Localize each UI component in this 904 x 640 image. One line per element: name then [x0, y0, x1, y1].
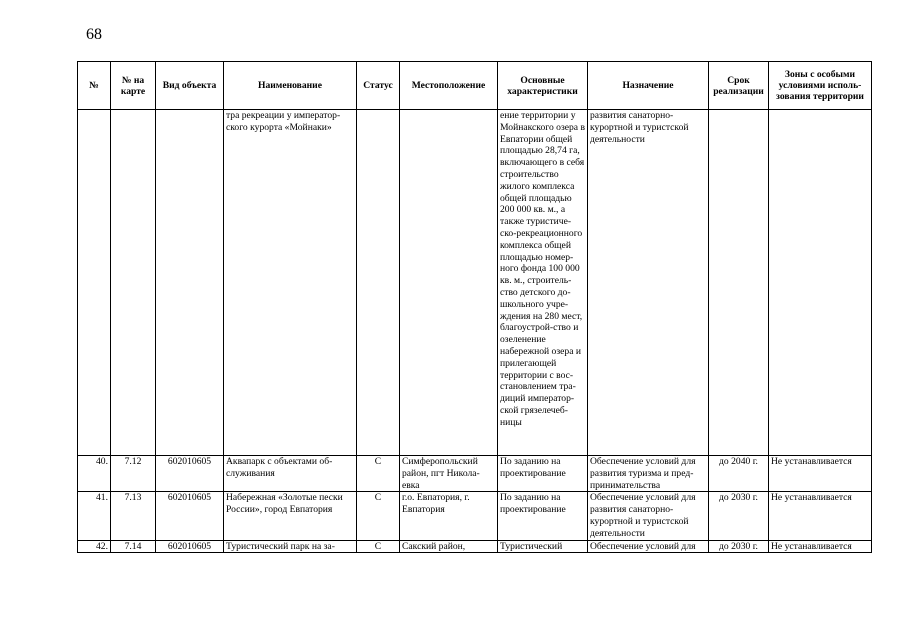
header-number: №: [78, 62, 111, 110]
cell-number: 41.: [78, 492, 111, 540]
cell-term: до 2030 г.: [709, 540, 769, 553]
cell-object-type: 602010605: [156, 492, 224, 540]
cell-characteristics: По заданию на проектирование: [498, 492, 588, 540]
cell-object-type: 602010605: [156, 540, 224, 553]
cell-status: С: [357, 540, 400, 553]
header-term: Срок реализации: [709, 62, 769, 110]
objects-table: [77, 61, 872, 553]
cell-map-number: 7.14: [111, 540, 156, 553]
cell-purpose: развития санаторно-курортной и туристской деятельности: [588, 110, 709, 456]
cell-status: [357, 110, 400, 456]
page-number: 68: [86, 26, 102, 43]
cell-location: Сакский район,: [400, 540, 498, 553]
header-map-number: № на карте: [111, 62, 156, 110]
header-purpose: Назначение: [588, 62, 709, 110]
cell-object-type: 602010605: [156, 456, 224, 492]
table-row: [78, 110, 872, 456]
cell-status: С: [357, 456, 400, 492]
cell-characteristics: ение территории у Мойнакского озера в Евпатории общей площадью 28,74 га, включающего в себя строительство жилого комплекса общей площадью 200 000 кв. м., а также туристиче-ско-рекреационного комплекса общей площадью номер-ного фонда 100 000 кв. м., строитель-ство детского до-школьного учре-ждения на 280 мест, благоустрой-ство и озеленение набережной озера и прилегающей территории с вос-становлением тра-диций император-ской грязелечеб-ницы: [498, 110, 588, 456]
header-status: Статус: [357, 62, 400, 110]
cell-name: Набережная «Золотые пески России», город Евпатория: [224, 492, 357, 540]
cell-map-number: 7.13: [111, 492, 156, 540]
header-zones: Зоны с особыми условиями исполь-зования территории: [769, 62, 872, 110]
cell-zones: [769, 110, 872, 456]
cell-purpose: Обеспечение условий для: [588, 540, 709, 553]
cell-purpose: Обеспечение условий для развития санаторно-курортной и туристской деятельности: [588, 492, 709, 540]
cell-term: [709, 110, 769, 456]
cell-object-type: [156, 110, 224, 456]
cell-status: С: [357, 492, 400, 540]
cell-number: 42.: [78, 540, 111, 553]
header-location: Местоположение: [400, 62, 498, 110]
cell-number: 40.: [78, 456, 111, 492]
cell-map-number: [111, 110, 156, 456]
table-row: [78, 456, 872, 492]
table-row: [78, 492, 872, 540]
cell-location: Симферопольский район, пгт Никола-евка: [400, 456, 498, 492]
cell-zones: Не устанавливается: [769, 456, 872, 492]
table-row: [78, 540, 872, 553]
cell-characteristics: По заданию на проектирование: [498, 456, 588, 492]
header-name: Наименование: [224, 62, 357, 110]
cell-location: г.о. Евпатория, г. Евпатория: [400, 492, 498, 540]
header-characteristics: Основные характеристики: [498, 62, 588, 110]
cell-name: тра рекреации у император-ского курорта «Мойнаки»: [224, 110, 357, 456]
cell-purpose: Обеспечение условий для развития туризма и пред-принимательства: [588, 456, 709, 492]
header-object-type: Вид объекта: [156, 62, 224, 110]
cell-characteristics: Туристический: [498, 540, 588, 553]
cell-zones: Не устанавливается: [769, 540, 872, 553]
cell-location: [400, 110, 498, 456]
table-header-row: [78, 62, 872, 110]
cell-name: Аквапарк с объектами об-служивания: [224, 456, 357, 492]
cell-zones: Не устанавливается: [769, 492, 872, 540]
cell-name: Туристический парк на за-: [224, 540, 357, 553]
cell-term: до 2040 г.: [709, 456, 769, 492]
cell-number: [78, 110, 111, 456]
cell-map-number: 7.12: [111, 456, 156, 492]
cell-term: до 2030 г.: [709, 492, 769, 540]
